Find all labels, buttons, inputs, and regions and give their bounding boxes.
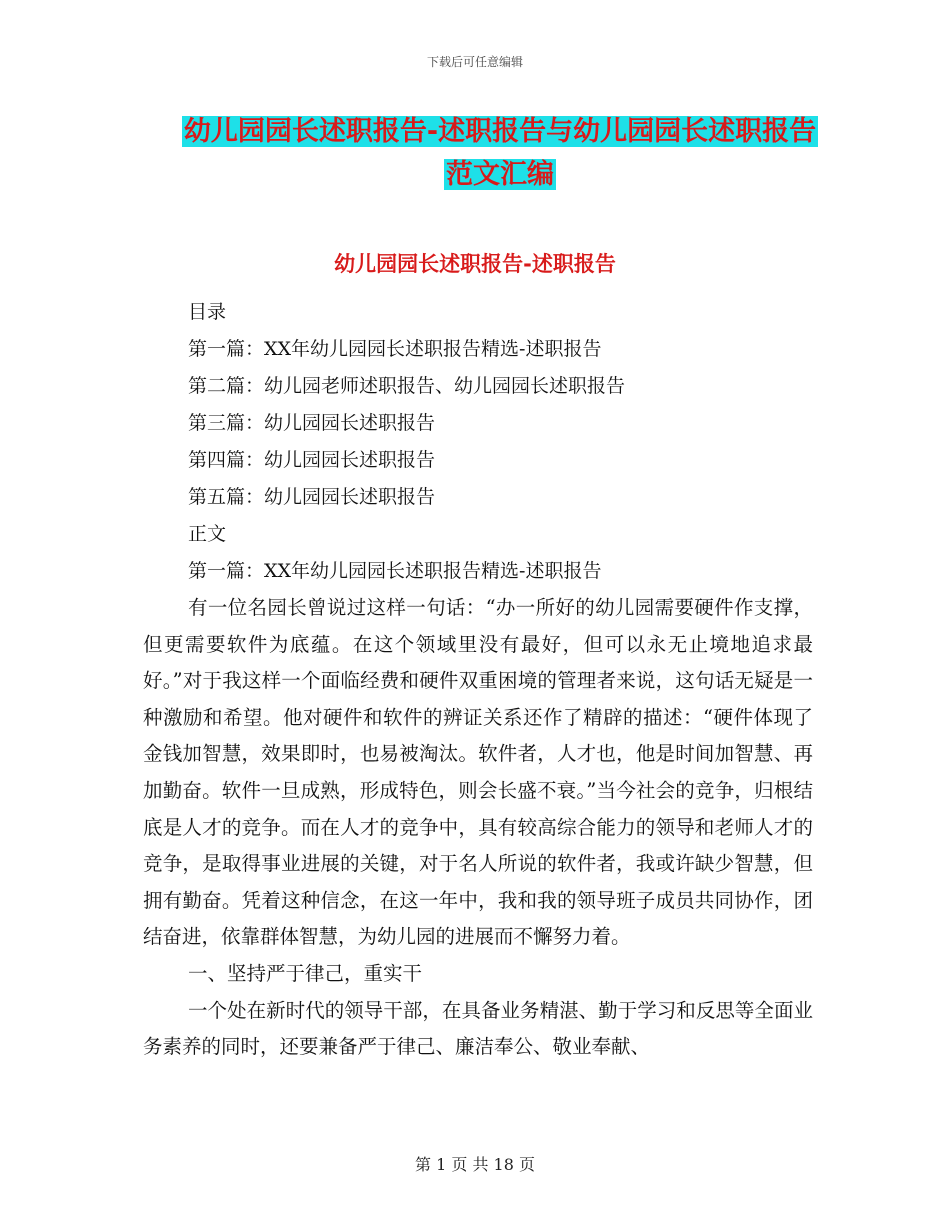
paragraph: 有一位名园长曾说过这样一句话：“办一所好的幼儿园需要硬件作支撑，但更需要软件为底蕴。在这个领域里没有最好，但可以永无止境地追求最好。”对于我这样一个面临经费和硬件双重困境的管理者来说，这句话无疑是一种激励和希望。他对硬件和软件的辨证关系还作了精辟的描述：“硬件体现了金钱加智慧，效果即时，也易被淘汰。软件者，人才也，他是时间加智慧、再加勤奋。软件一旦成熟，形成特色，则会长盛不衰。”当今社会的竞争，归根结底是人才的竞争。而在人才的竞争中，具有较高综合能力的领导和老师人才的竞争，是取得事业进展的关键，对于名人所说的软件者，我或许缺少智慧，但拥有勤奋。凭着这种信念，在这一年中，我和我的领导班子成员共同协作，团结奋进，依靠群体智慧，为幼儿园的进展而不懈努力着。	[143, 596, 813, 949]
body-heading: 正文	[188, 523, 227, 545]
section-heading: 一、坚持严于律己，重实干	[188, 961, 423, 985]
toc-heading: 目录	[188, 301, 227, 323]
table-of-contents	[188, 294, 625, 590]
title-line-2: 范文汇编	[446, 159, 554, 190]
title-line-1: 幼儿园园长述职报告-述职报告与幼儿园园长述职报告	[183, 116, 817, 147]
paragraph: 一个处在新时代的领导干部，在具备业务精湛、勤于学习和反思等全面业务素养的同时，还要兼备严于律己、廉洁奉公、敬业奉献、	[143, 998, 813, 1059]
toc-item: 第二篇：幼儿园老师述职报告、幼儿园园长述职报告	[188, 375, 626, 397]
chapter-heading: 第一篇：XX年幼儿园园长述职报告精选-述职报告	[188, 560, 602, 582]
section-title: 幼儿园园长述职报告-述职报告	[334, 252, 616, 276]
header-note: 下载后可任意编辑	[426, 55, 523, 69]
page-footer: 第 1 页 共 18 页	[415, 1155, 535, 1174]
toc-item: 第一篇：XX年幼儿园园长述职报告精选-述职报告	[188, 338, 602, 360]
toc-item: 第三篇：幼儿园园长述职报告	[188, 412, 436, 434]
toc-item: 第四篇：幼儿园园长述职报告	[188, 449, 436, 471]
toc-item: 第五篇：幼儿园园长述职报告	[188, 486, 436, 508]
body-text	[143, 590, 813, 1066]
document-title	[140, 110, 860, 196]
